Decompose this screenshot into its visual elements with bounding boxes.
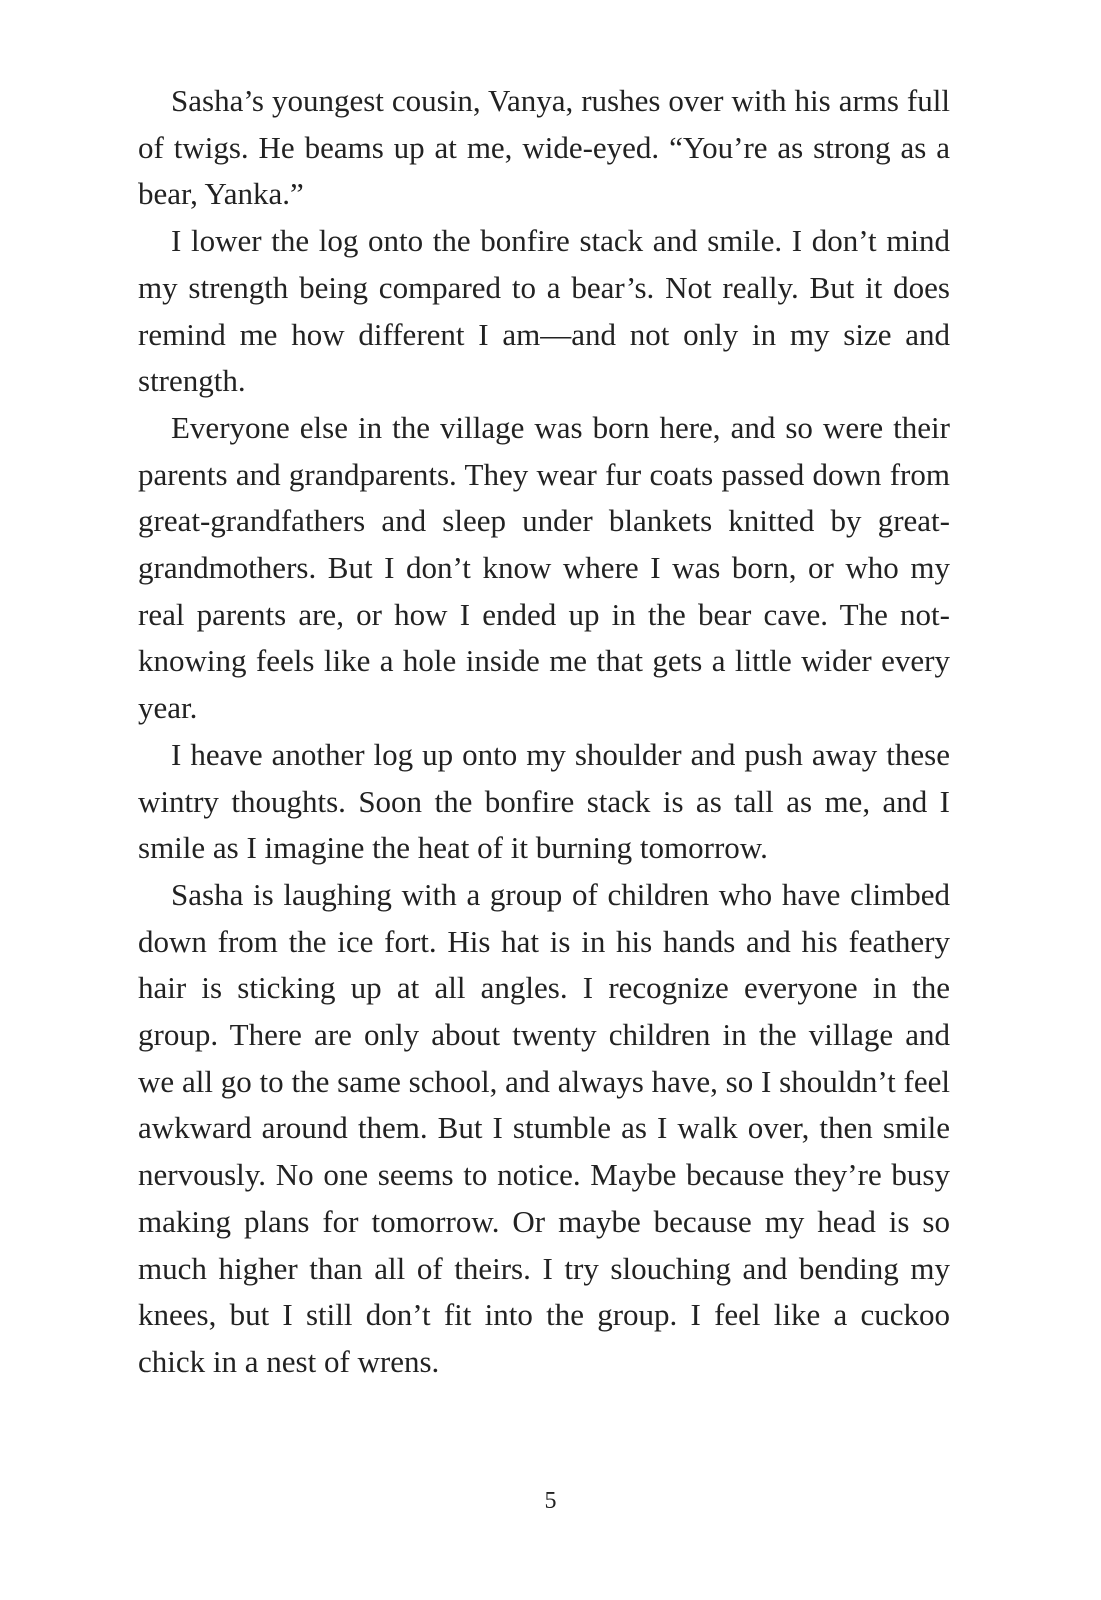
paragraph-2: I lower the log onto the bonfire stack and smile. I don’t mind my strength being compared to a bear’s. Not really. But it does remind me how different I am—and not only in my size and strength. bbox=[138, 223, 950, 399]
paragraph-1: Sasha’s youngest cousin, Vanya, rushes over with his arms full of twigs. He beams up at me, wide-eyed. “You’re as strong as a bear, Yanka.” bbox=[138, 83, 950, 212]
paragraph-4: I heave another log up onto my shoulder and push away these wintry thoughts. Soon the bonfire stack is as tall as me, and I smile as I imagine the heat of it burning tomorrow. bbox=[138, 736, 950, 866]
body-text bbox=[138, 78, 950, 1386]
paragraph-5: Sasha is laughing with a group of children who have climbed down from the ice fort. His hat is in his hands and his feathery hair is sticking up at all angles. I recognize everyone in the group. There are only about twenty children in the village and we all go to the same school, and always have, so I shouldn’t feel awkward around them. But I stumble as I walk over, then smile nervously. No one seems to notice. Maybe because they’re busy making plans for tomorrow. Or maybe because my head is so much higher than all of theirs. I try slouching and bending my knees, but I still don’t fit into the group. I feel like a cuckoo chick in a nest of wrens. bbox=[138, 876, 950, 1379]
page-number: 5 bbox=[544, 1488, 557, 1514]
paragraph-3: Everyone else in the village was born here, and so were their parents and grandparents. They wear fur coats passed down from great-grandfathers and sleep under blankets knitted by great-grandmothers. But I don’t know where I was born, or who my real parents are, or how I ended up in the bear cave. The not-knowing feels like a hole inside me that gets a little wider every year. bbox=[138, 409, 950, 726]
